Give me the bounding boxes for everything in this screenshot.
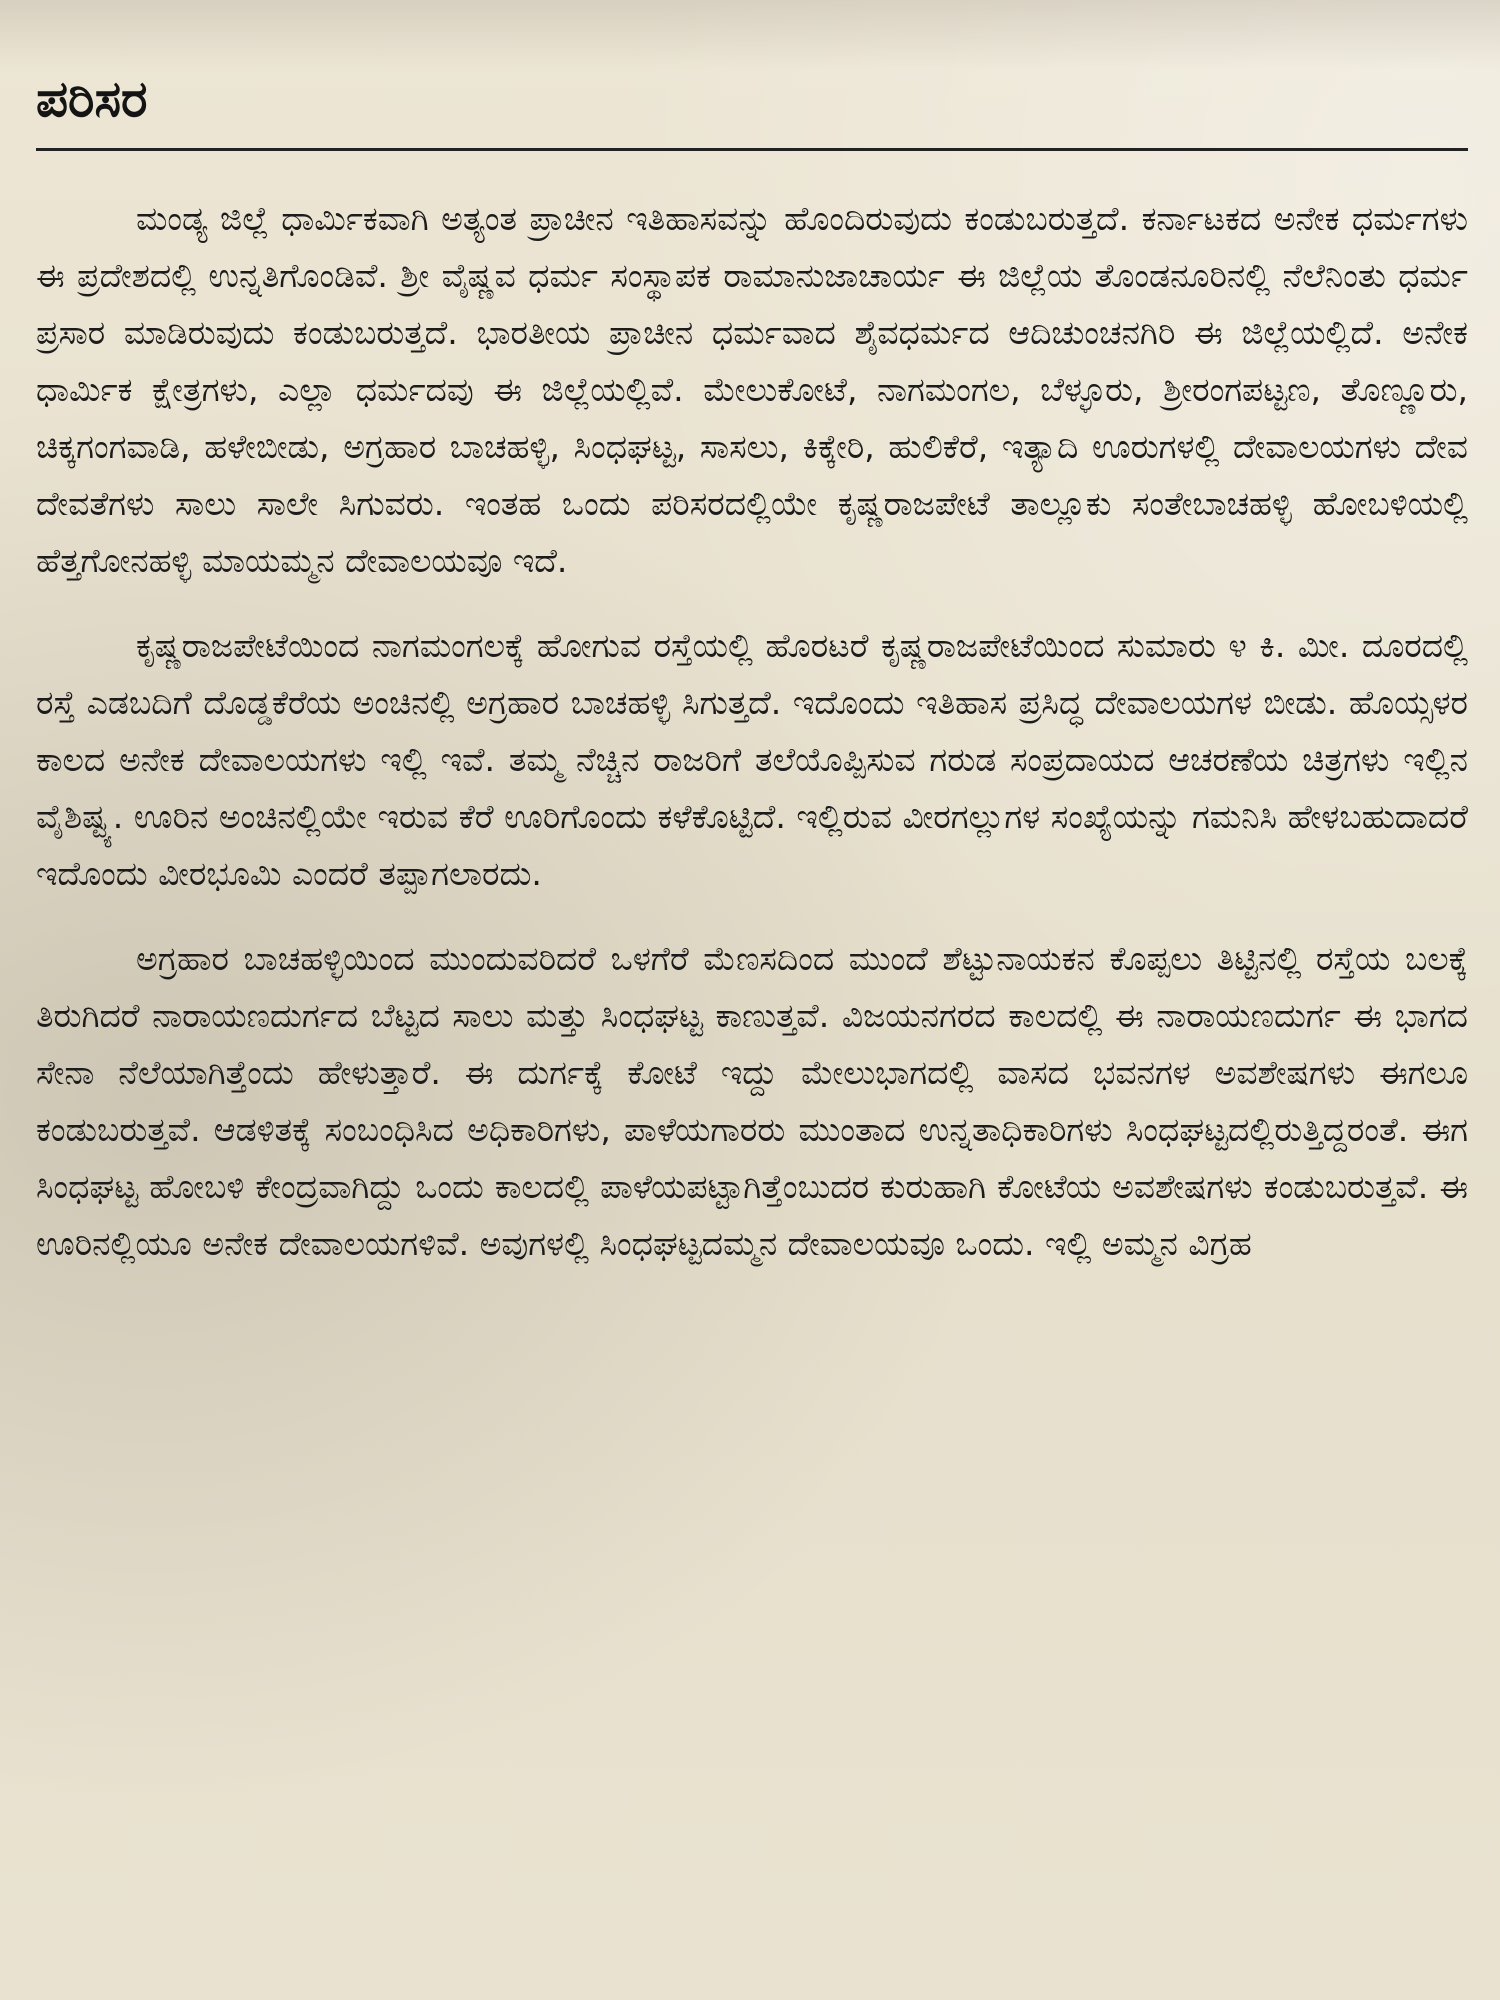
paragraph-1: ಮಂಡ್ಯ ಜಿಲ್ಲೆ ಧಾರ್ಮಿಕವಾಗಿ ಅತ್ಯಂತ ಪ್ರಾಚೀನ ಇತಿಹಾಸವನ್ನು ಹೊಂದಿರುವುದು ಕಂಡುಬರುತ್ತದೆ. ಕರ್ನಾಟಕದ ಅನೇಕ ಧರ್ಮಗಳು ಈ ಪ್ರದೇಶದಲ್ಲಿ ಉನ್ನತಿಗೊಂಡಿವೆ. ಶ್ರೀ ವೈಷ್ಣವ ಧರ್ಮ ಸಂಸ್ಥಾಪಕ ರಾಮಾನುಜಾಚಾರ್ಯ ಈ ಜಿಲ್ಲೆಯ ತೊಂಡನೂರಿನಲ್ಲಿ ನೆಲೆನಿಂತು ಧರ್ಮ ಪ್ರಸಾರ ಮಾಡಿರುವುದು ಕಂಡುಬರುತ್ತದೆ. ಭಾರತೀಯ ಪ್ರಾಚೀನ ಧರ್ಮವಾದ ಶೈವಧರ್ಮದ ಆದಿಚುಂಚನಗಿರಿ ಈ ಜಿಲ್ಲೆಯಲ್ಲಿದೆ. ಅನೇಕ ಧಾರ್ಮಿಕ ಕ್ಷೇತ್ರಗಳು, ಎಲ್ಲಾ ಧರ್ಮದವು ಈ ಜಿಲ್ಲೆಯಲ್ಲಿವೆ. ಮೇಲುಕೋಟೆ, ನಾಗಮಂಗಲ, ಬೆಳ್ಳೂರು, ಶ್ರೀರಂಗಪಟ್ಟಣ, ತೊಣ್ಣೂರು, ಚಿಕ್ಕಗಂಗವಾಡಿ, ಹಳೇಬೀಡು, ಅಗ್ರಹಾರ ಬಾಚಹಳ್ಳಿ, ಸಿಂಧಘಟ್ಟ, ಸಾಸಲು, ಕಿಕ್ಕೇರಿ, ಹುಲಿಕೆರೆ, ಇತ್ಯಾದಿ ಊರುಗಳಲ್ಲಿ ದೇವಾಲಯಗಳು ದೇವ ದೇವತೆಗಳು ಸಾಲು ಸಾಲೇ ಸಿಗುವರು. ಇಂತಹ ಒಂದು ಪರಿಸರದಲ್ಲಿಯೇ ಕೃಷ್ಣರಾಜಪೇಟೆ ತಾಲ್ಲೂಕು ಸಂತೇಬಾಚಹಳ್ಳಿ ಹೋಬಳಿಯಲ್ಲಿ ಹೆತ್ತಗೋನಹಳ್ಳಿ ಮಾಯಮ್ಮನ ದೇವಾಲಯವೂ ಇದೆ. bbox=[36, 199, 1468, 580]
paragraph-3: ಅಗ್ರಹಾರ ಬಾಚಹಳ್ಳಿಯಿಂದ ಮುಂದುವರಿದರೆ ಒಳಗೆರೆ ಮೆಣಸದಿಂದ ಮುಂದೆ ಶೆಟ್ಟುನಾಯಕನ ಕೊಪ್ಪಲು ತಿಟ್ಟಿನಲ್ಲಿ ರಸ್ತೆಯ ಬಲಕ್ಕೆ ತಿರುಗಿದರೆ ನಾರಾಯಣದುರ್ಗದ ಬೆಟ್ಟದ ಸಾಲು ಮತ್ತು ಸಿಂಧಘಟ್ಟ ಕಾಣುತ್ತವೆ. ವಿಜಯನಗರದ ಕಾಲದಲ್ಲಿ ಈ ನಾರಾಯಣದುರ್ಗ ಈ ಭಾಗದ ಸೇನಾ ನೆಲೆಯಾಗಿತ್ತೆಂದು ಹೇಳುತ್ತಾರೆ. ಈ ದುರ್ಗಕ್ಕೆ ಕೋಟೆ ಇದ್ದು ಮೇಲುಭಾಗದಲ್ಲಿ ವಾಸದ ಭವನಗಳ ಅವಶೇಷಗಳು ಈಗಲೂ ಕಂಡುಬರುತ್ತವೆ. ಆಡಳಿತಕ್ಕೆ ಸಂಬಂಧಿಸಿದ ಅಧಿಕಾರಿಗಳು, ಪಾಳೆಯಗಾರರು ಮುಂತಾದ ಉನ್ನತಾಧಿಕಾರಿಗಳು ಸಿಂಧಘಟ್ಟದಲ್ಲಿರುತ್ತಿದ್ದರಂತೆ. ಈಗ ಸಿಂಧಘಟ್ಟ ಹೋಬಳಿ ಕೇಂದ್ರವಾಗಿದ್ದು ಒಂದು ಕಾಲದಲ್ಲಿ ಪಾಳೆಯಪಟ್ಟಾಗಿತ್ತೆಂಬುದರ ಕುರುಹಾಗಿ ಕೋಟೆಯ ಅವಶೇಷಗಳು ಕಂಡುಬರುತ್ತವೆ. ಈ ಊರಿನಲ್ಲಿಯೂ ಅನೇಕ ದೇವಾಲಯಗಳಿವೆ. ಅವುಗಳಲ್ಲಿ ಸಿಂಧಘಟ್ಟದಮ್ಮನ ದೇವಾಲಯವೂ ಒಂದು. ಇಲ್ಲಿ ಅಮ್ಮನ ವಿಗ್ರಹ bbox=[36, 939, 1468, 1263]
title-underline-rule bbox=[36, 148, 1468, 151]
page-top-bleed bbox=[0, 0, 1500, 70]
article-body bbox=[36, 190, 1468, 1300]
section-title: ಪರಿಸರ bbox=[36, 70, 148, 128]
paragraph-2: ಕೃಷ್ಣರಾಜಪೇಟೆಯಿಂದ ನಾಗಮಂಗಲಕ್ಕೆ ಹೋಗುವ ರಸ್ತೆಯಲ್ಲಿ ಹೊರಟರೆ ಕೃಷ್ಣರಾಜಪೇಟೆಯಿಂದ ಸುಮಾರು ೪ ಕಿ. ಮೀ. ದೂರದಲ್ಲಿ ರಸ್ತೆ ಎಡಬದಿಗೆ ದೊಡ್ಡಕೆರೆಯ ಅಂಚಿನಲ್ಲಿ ಅಗ್ರಹಾರ ಬಾಚಹಳ್ಳಿ ಸಿಗುತ್ತದೆ. ಇದೊಂದು ಇತಿಹಾಸ ಪ್ರಸಿದ್ಧ ದೇವಾಲಯಗಳ ಬೀಡು. ಹೊಯ್ಸಳರ ಕಾಲದ ಅನೇಕ ದೇವಾಲಯಗಳು ಇಲ್ಲಿ ಇವೆ. ತಮ್ಮ ನೆಚ್ಚಿನ ರಾಜರಿಗೆ ತಲೆಯೊಪ್ಪಿಸುವ ಗರುಡ ಸಂಪ್ರದಾಯದ ಆಚರಣೆಯ ಚಿತ್ರಗಳು ಇಲ್ಲಿನ ವೈಶಿಷ್ಟ್ಯ. ಊರಿನ ಅಂಚಿನಲ್ಲಿಯೇ ಇರುವ ಕೆರೆ ಊರಿಗೊಂದು ಕಳೆಕೊಟ್ಟಿದೆ. ಇಲ್ಲಿರುವ ವೀರಗಲ್ಲುಗಳ ಸಂಖ್ಯೆಯನ್ನು ಗಮನಿಸಿ ಹೇಳಬಹುದಾದರೆ ಇದೊಂದು ವೀರಭೂಮಿ ಎಂದರೆ ತಪ್ಪಾಗಲಾರದು. bbox=[36, 626, 1468, 893]
